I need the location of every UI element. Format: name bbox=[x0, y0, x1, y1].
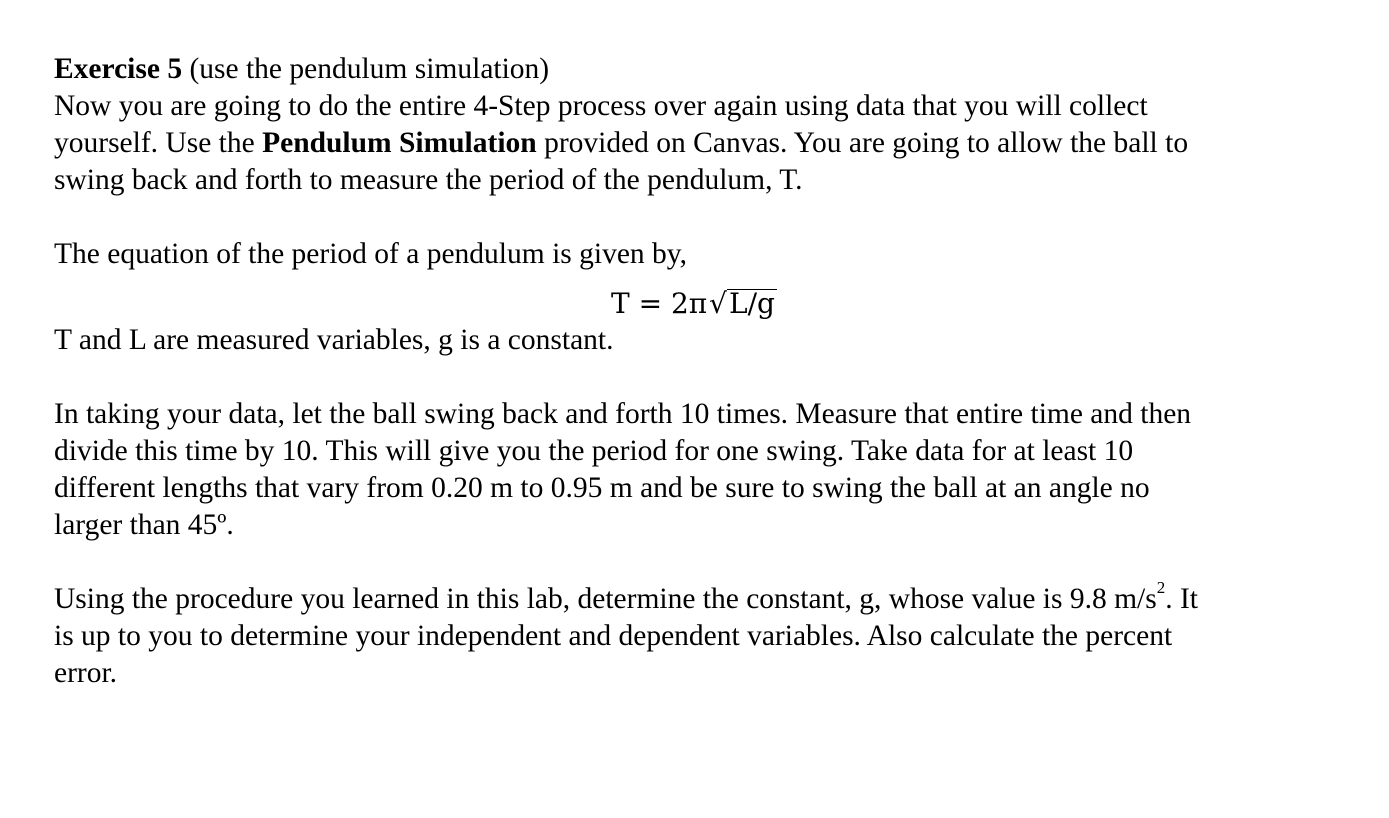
spacer bbox=[54, 199, 1364, 236]
procedure-line-3: error. bbox=[54, 657, 118, 689]
exercise-title: Exercise 5 bbox=[54, 53, 183, 85]
sqrt-symbol: √ bbox=[709, 287, 728, 320]
pendulum-simulation-label: Pendulum Simulation bbox=[262, 127, 537, 159]
intro-line-2 bbox=[54, 125, 1364, 162]
data-instructions-line-2: divide this time by 10. This will give you the period for one swing. Take data for at least 10 bbox=[54, 435, 1134, 467]
equation-radicand: L/g bbox=[729, 287, 775, 320]
intro-line-3: swing back and forth to measure the period of the pendulum, T. bbox=[54, 164, 803, 196]
exercise-heading bbox=[54, 51, 1364, 88]
intro-line-2-pre: yourself. Use the bbox=[54, 127, 263, 159]
spacer bbox=[54, 359, 1364, 396]
exercise-subtitle: (use the pendulum simulation) bbox=[182, 53, 550, 85]
period-equation bbox=[54, 273, 1334, 322]
intro-line-2-post: provided on Canvas. You are going to allow the ball to bbox=[536, 127, 1189, 159]
equation-lhs: T = 2π bbox=[611, 287, 708, 320]
squared-exponent: 2 bbox=[1156, 578, 1166, 598]
intro-line-1: Now you are going to do the entire 4-Step process over again using data that you will collect bbox=[54, 90, 1148, 122]
variables-note: T and L are measured variables, g is a constant. bbox=[54, 324, 614, 356]
procedure-line-1-pre: Using the procedure you learned in this lab, determine the constant, g, whose value is 9.8 m/s bbox=[54, 583, 1157, 615]
exercise-document bbox=[54, 51, 1364, 692]
procedure-line-1-post: . It bbox=[1165, 583, 1198, 615]
data-instructions-line-4: larger than 45º. bbox=[54, 509, 234, 541]
data-instructions-line-1: In taking your data, let the ball swing back and forth 10 times. Measure that entire time and then bbox=[54, 398, 1192, 430]
equation-intro: The equation of the period of a pendulum is given by, bbox=[54, 238, 687, 270]
spacer bbox=[54, 544, 1364, 581]
procedure-line-2: is up to you to determine your independent and dependent variables. Also calculate the percent bbox=[54, 620, 1173, 652]
data-instructions-line-3: different lengths that vary from 0.20 m to 0.95 m and be sure to swing the ball at an angle no bbox=[54, 472, 1150, 504]
procedure-line-1 bbox=[54, 578, 1364, 618]
